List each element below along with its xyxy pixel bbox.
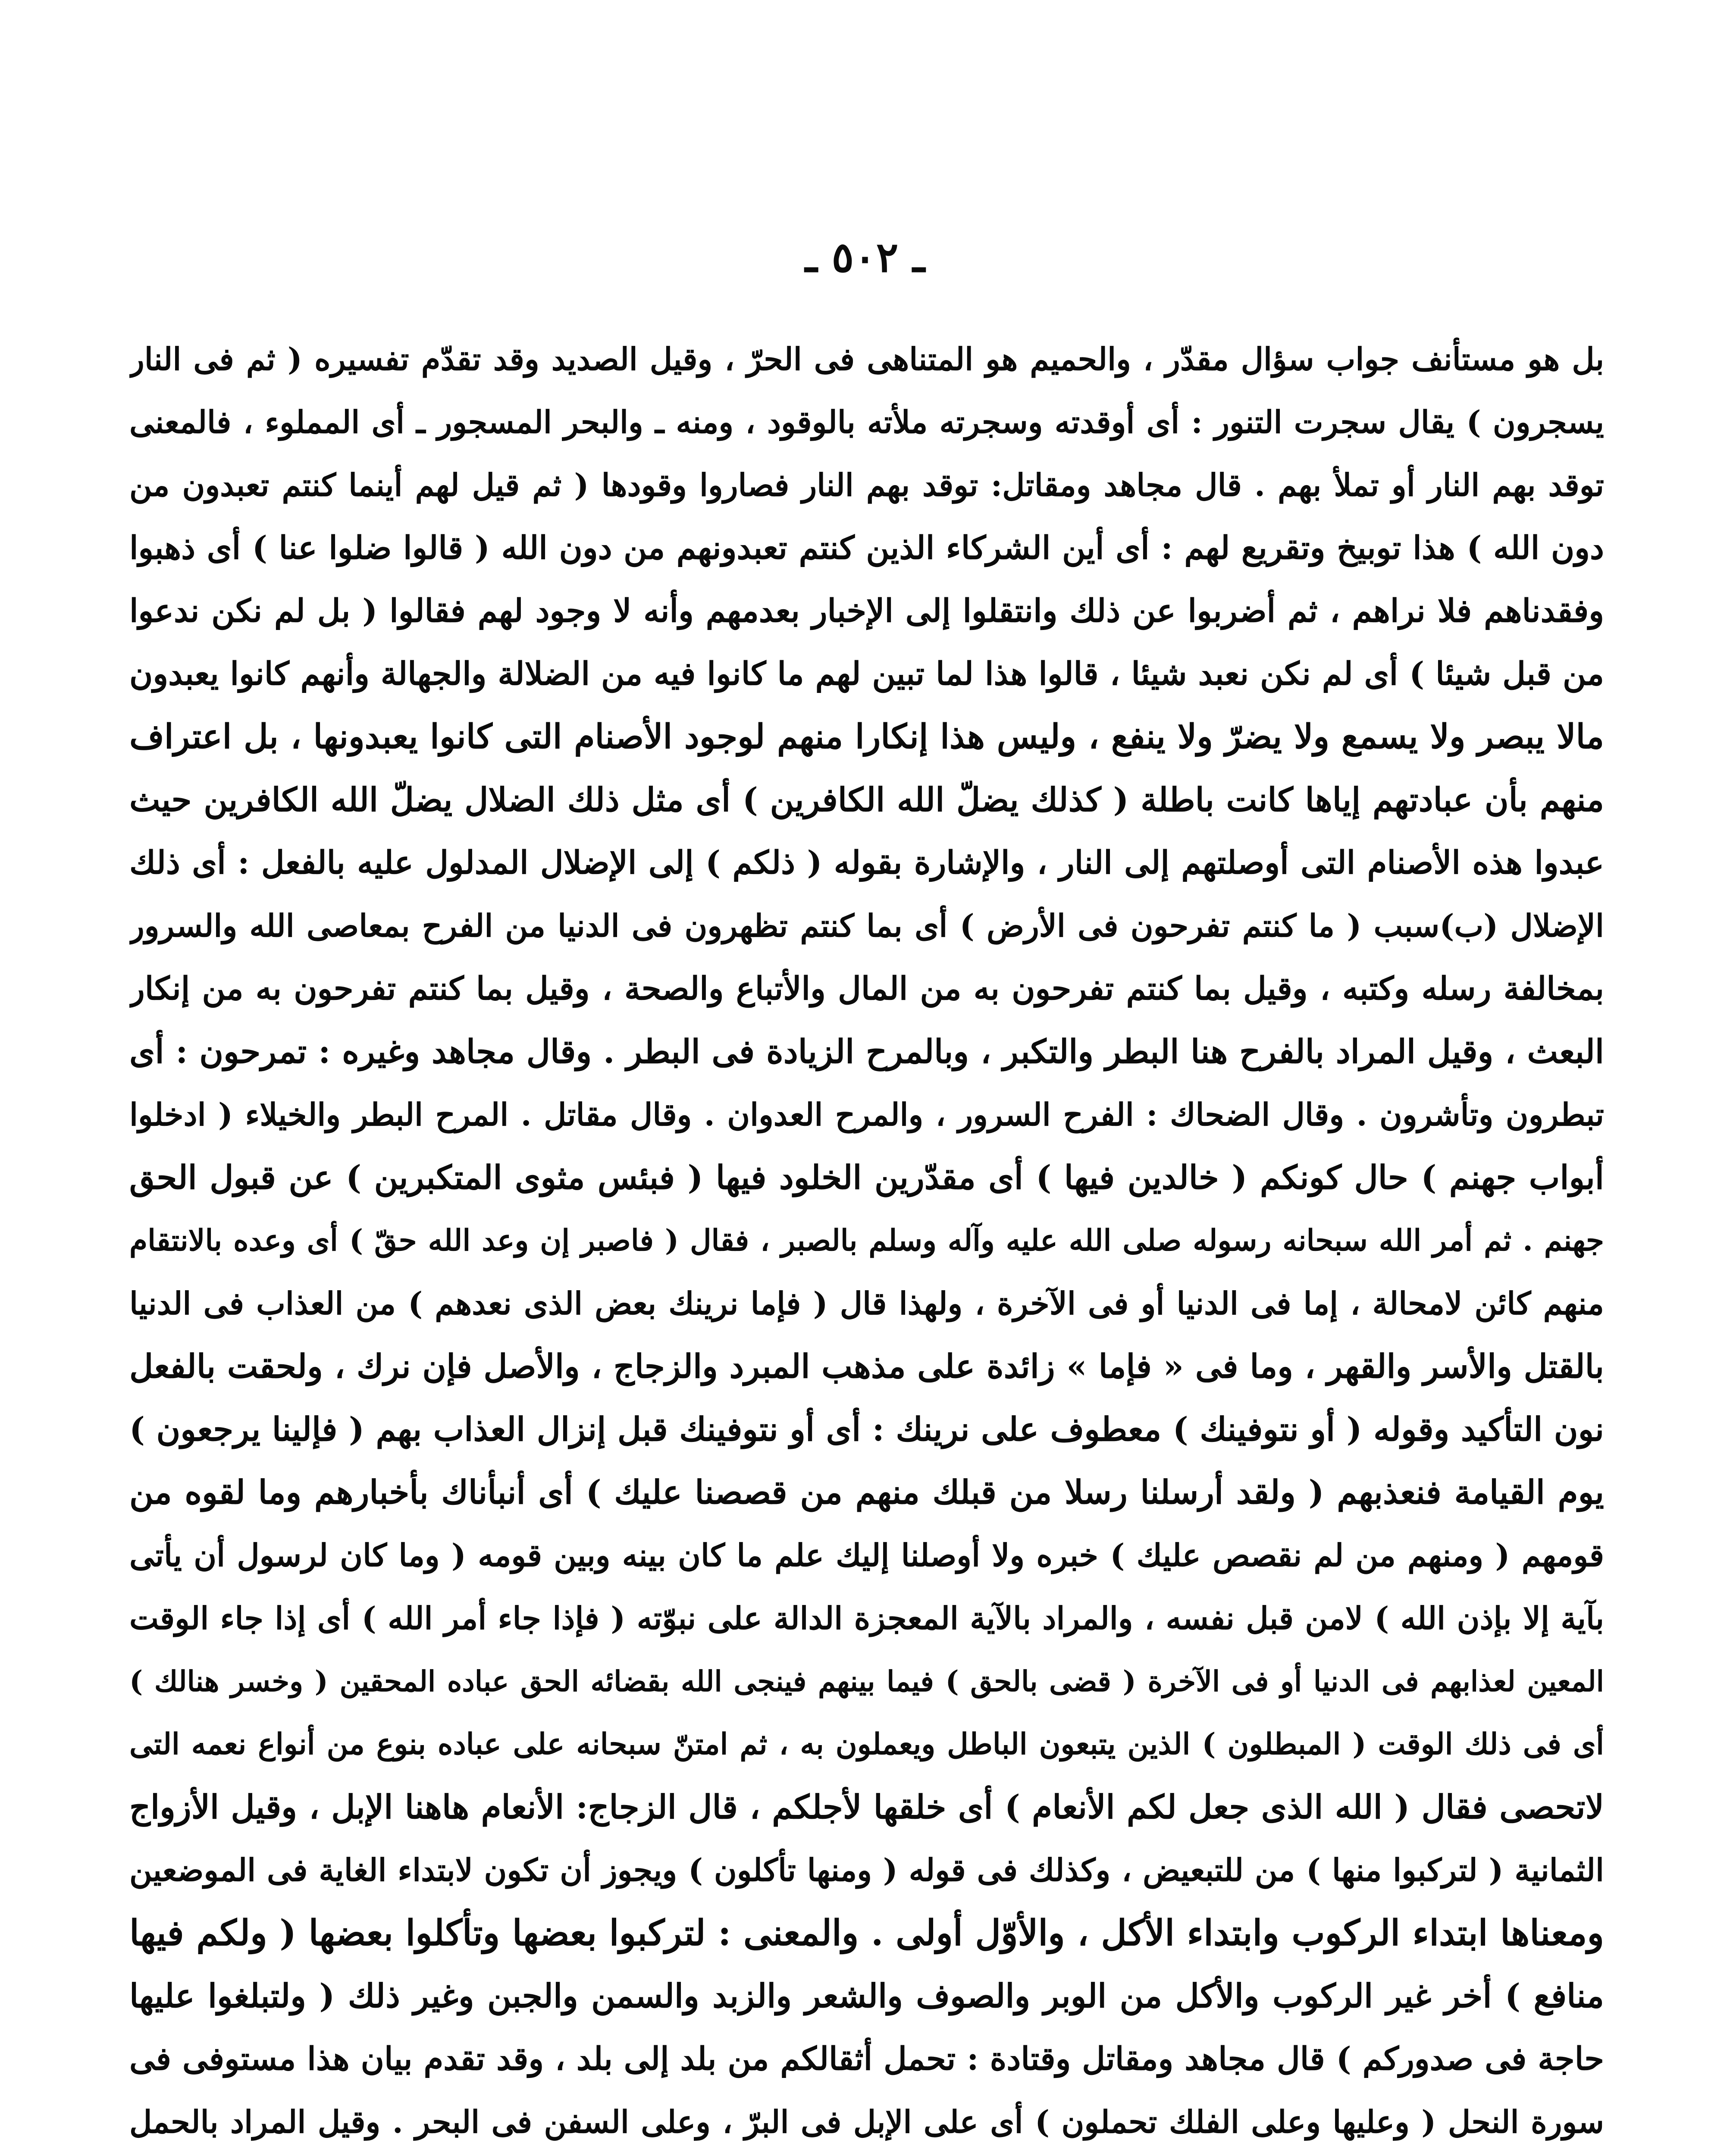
text-line: وفقدناهم فلا نراهم ، ثم أضربوا عن ذلك وانتقلوا إلى الإخبار بعدمهم وأنه لا وجود لهم فقالوا ( بل لم نكن ندعوا <box>129 592 1604 630</box>
page-number: ـ ٥٠٢ ـ <box>805 233 925 282</box>
text-line: أى فى ذلك الوقت ( المبطلون ) الذين يتبعون الباطل ويعملون به ، ثم امتنّ سبحانه على عباده بنوع من أنواع نعمه التى <box>129 1727 1604 1761</box>
text-line: يوم القيامة فنعذبهم ( ولقد أرسلنا رسلا من قبلك منهم من قصصنا عليك ) أى أنبأناك بأخبارهم وما لقوه من <box>129 1473 1604 1511</box>
text-line: أبواب جهنم ) حال كونكم ( خالدين فيها ) أى مقدّرين الخلود فيها ( فبئس مثوى المتكبرين ) عن قبول الحق <box>129 1158 1604 1197</box>
text-line: مالا يبصر ولا يسمع ولا يضرّ ولا ينفع ، وليس هذا إنكارا منهم لوجود الأصنام التى كانوا يعبدونها ، بل اعتراف <box>129 717 1604 756</box>
text-line: جهنم . ثم أمر الله سبحانه رسوله صلى الله عليه وآله وسلم بالصبر ، فقال ( فاصبر إن وعد الله حقّ ) أى وعده بالانتقام <box>129 1223 1604 1258</box>
body-text <box>129 328 1604 2156</box>
text-line: المعين لعذابهم فى الدنيا أو فى الآخرة ( قضى بالحق ) فيما بينهم فينجى الله بقضائه الحق عباده المحقين ( وخسر هنالك ) <box>129 1664 1604 1698</box>
text-line: بآية إلا بإذن الله ) لامن قبل نفسه ، والمراد بالآية المعجزة الدالة على نبوّته ( فإذا جاء أمر الله ) أى إذا جاء الوقت <box>129 1600 1604 1636</box>
text-line: تبطرون وتأشرون . وقال الضحاك : الفرح السرور ، والمرح العدوان . وقال مقاتل . المرح البطر والخيلاء ( ادخلوا <box>129 1096 1604 1133</box>
text-line: منافع ) أخر غير الركوب والأكل من الوبر والصوف والشعر والزبد والسمن والجبن وغير ذلك ( ولتبلغوا عليها <box>129 1977 1604 2015</box>
text-line: عبدوا هذه الأصنام التى أوصلتهم إلى النار ، والإشارة بقوله ( ذلكم ) إلى الإضلال المدلول عليه بالفعل : أى ذلك <box>129 844 1604 881</box>
text-line: بل هو مستأنف جواب سؤال مقدّر ، والحميم هو المتناهى فى الحرّ ، وقيل الصديد وقد تقدّم تفسيره ( ثم فى النار <box>129 341 1604 377</box>
text-line: من قبل شيئا ) أى لم نكن نعبد شيئا ، قالوا هذا لما تبين لهم ما كانوا فيه من الضلالة والجهالة وأنهم كانوا يعبدون <box>129 655 1604 693</box>
text-line: الثمانية ( لتركبوا منها ) من للتبعيض ، وكذلك فى قوله ( ومنها تأكلون ) ويجوز أن تكون لابتداء الغاية فى الموضعين <box>129 1852 1604 1888</box>
text-line: الإضلال (ب)سبب ( ما كنتم تفرحون فى الأرض ) أى بما كنتم تظهرون فى الدنيا من الفرح بمعاصى الله والسرور <box>129 907 1604 944</box>
text-line: نون التأكيد وقوله ( أو نتوفينك ) معطوف على نرينك : أى أو نتوفينك قبل إنزال العذاب بهم ( فإلينا يرجعون ) <box>129 1410 1604 1448</box>
text-line <box>129 2153 1604 2156</box>
text-line: ومعناها ابتداء الركوب وابتداء الأكل ، والأوّل أولى . والمعنى : لتركبوا بعضها وتأكلوا بعضها ( ولكم فيها <box>129 1912 1604 1954</box>
text-line: البعث ، وقيل المراد بالفرح هنا البطر والتكبر ، وبالمرح الزيادة فى البطر . وقال مجاهد وغيره : تمرحون : أى <box>129 1032 1604 1071</box>
text-line: بالقتل والأسر والقهر ، وما فى « فإما » زائدة على مذهب المبرد والزجاج ، والأصل فإن نرك ، ولحقت بالفعل <box>129 1347 1604 1385</box>
text-line: سورة النحل ( وعليها وعلى الفلك تحملون ) أى على الإبل فى البرّ ، وعلى السفن فى البحر . وقيل المراد بالحمل <box>129 2103 1604 2140</box>
text-line: لاتحصى فقال ( الله الذى جعل لكم الأنعام ) أى خلقها لأجلكم ، قال الزجاج: الأنعام هاهنا الإبل ، وقيل الأزواج <box>129 1788 1604 1826</box>
text-line: يسجرون ) يقال سجرت التنور : أى أوقدته وسجرته ملأته بالوقود ، ومنه ـ والبحر المسجور ـ أى المملوء ، فالمعنى <box>129 404 1604 440</box>
text-line: توقد بهم النار أو تملأ بهم . قال مجاهد ومقاتل: توقد بهم النار فصاروا وقودها ( ثم قيل لهم أينما كنتم تعبدون من <box>129 467 1604 503</box>
text-line: بمخالفة رسله وكتبه ، وقيل بما كنتم تفرحون به من المال والأتباع والصحة ، وقيل بما كنتم تفرحون به من إنكار <box>129 970 1604 1007</box>
text-line: دون الله ) هذا توبيخ وتقريع لهم : أى أين الشركاء الذين كنتم تعبدونهم من دون الله ( قالوا ضلوا عنا ) أى ذهبوا <box>129 530 1604 567</box>
text-line: قومهم ( ومنهم من لم نقصص عليك ) خبره ولا أوصلنا إليك علم ما كان بينه وبين قومه ( وما كان لرسول أن يأتى <box>129 1537 1604 1573</box>
text-line: حاجة فى صدوركم ) قال مجاهد ومقاتل وقتادة : تحمل أثقالكم من بلد إلى بلد ، وقد تقدم بيان هذا مستوفى فى <box>129 2040 1604 2078</box>
text-line: منهم بأن عبادتهم إياها كانت باطلة ( كذلك يضلّ الله الكافرين ) أى مثل ذلك الضلال يضلّ الله الكافرين حيث <box>129 780 1604 819</box>
text-line: منهم كائن لامحالة ، إما فى الدنيا أو فى الآخرة ، ولهذا قال ( فإما نرينك بعض الذى نعدهم ) من العذاب فى الدنيا <box>129 1285 1604 1322</box>
